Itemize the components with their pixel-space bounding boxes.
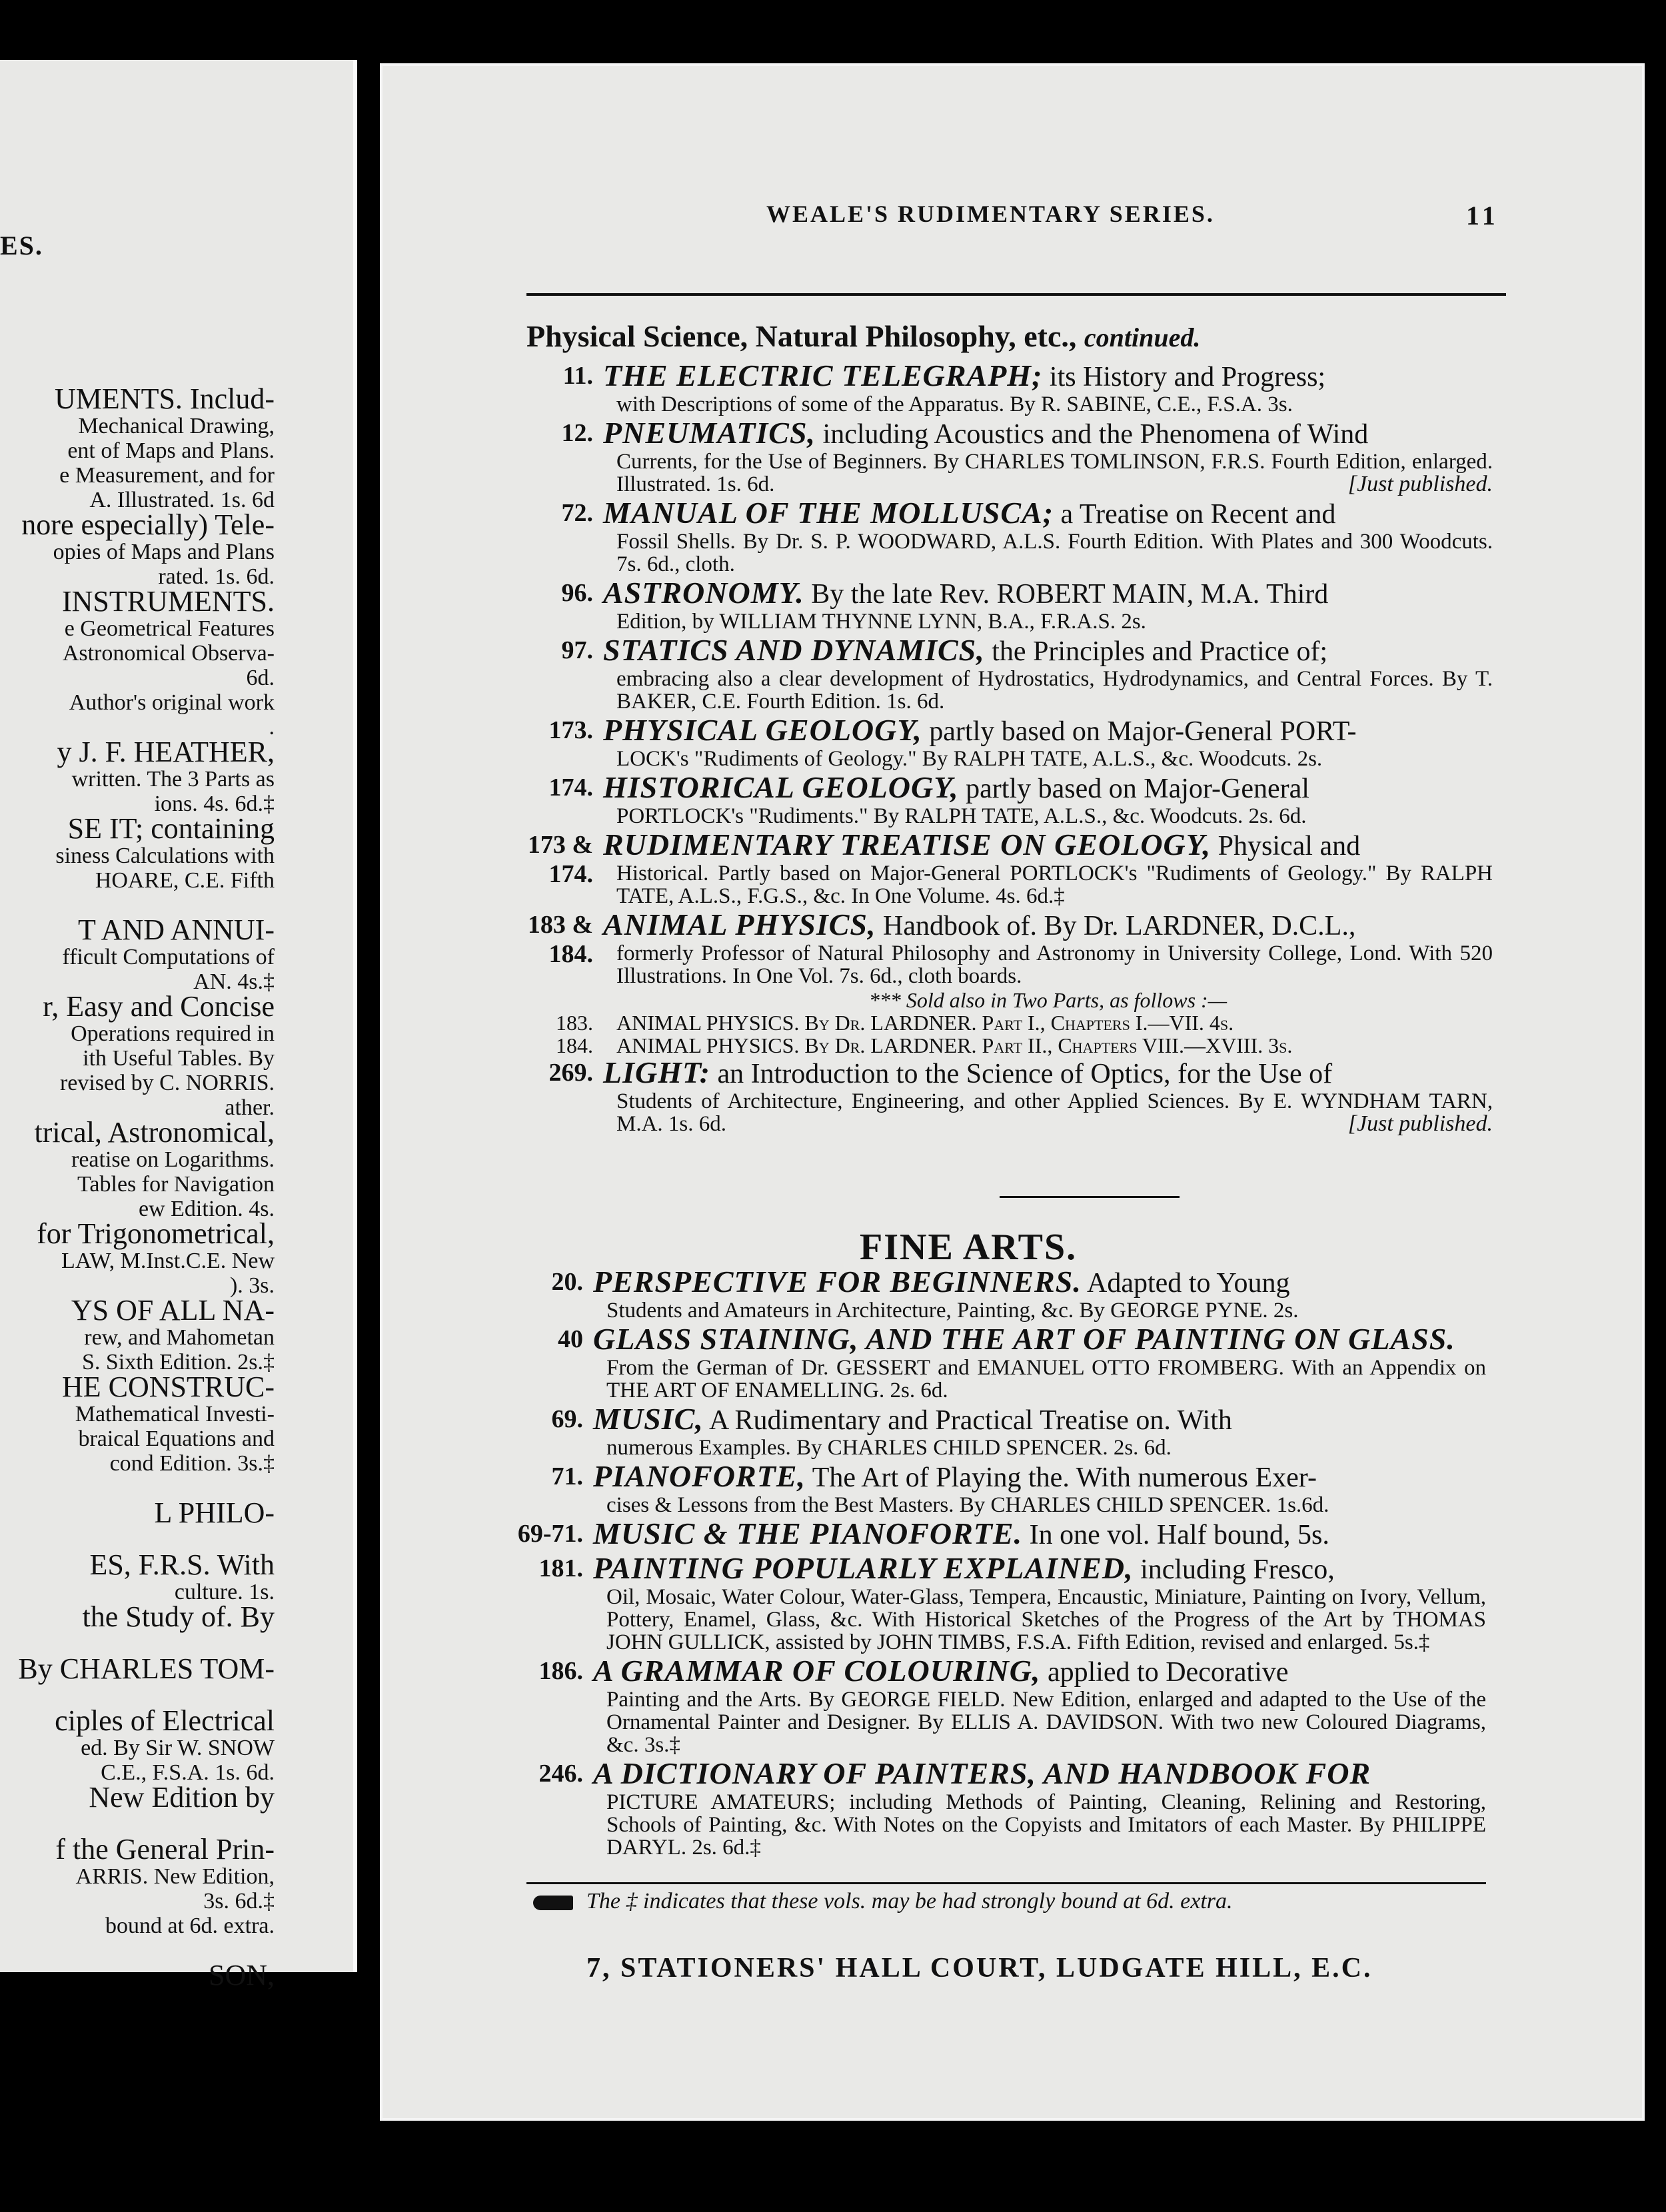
entry-number: 183 & 184. (527, 911, 593, 968)
catalogue-entry (538, 1756, 1486, 1860)
entry-description: Edition, by WILLIAM THYNNE LYNN, B.A., F.R.A.S. 2s. (616, 610, 1146, 634)
entry-number: 72. (561, 499, 593, 527)
catalogue-entry (517, 1516, 1486, 1551)
left-page-line: e Measurement, and for (59, 463, 275, 488)
entry-number: 97. (561, 636, 593, 664)
left-page-line: nore especially) Tele- (21, 508, 275, 541)
entry-title-rest: Handbook of. By Dr. LARDNER, D.C.L., (876, 911, 1356, 941)
entry-description: From the German of Dr. GESSERT and EMANUEL OTTO FROMBERG. With an Appendix on THE ART OF ENAMELLING. 2s. 6d. (606, 1356, 1486, 1402)
entry-number: 12. (561, 419, 593, 447)
left-page-line: ions. 4s. 6d.‡ (154, 792, 275, 816)
catalogue-entry (561, 496, 1493, 576)
left-page-line: fficult Computations of (62, 945, 275, 969)
left-page-line: C.E., F.S.A. 1s. 6d. (101, 1760, 275, 1785)
entry-title: MUSIC & THE PIANOFORTE. (593, 1516, 1023, 1550)
entry-description: with Descriptions of some of the Apparatus. By R. SABINE, C.E., F.S.A. 3s. (616, 392, 1293, 416)
left-page-line: New Edition by (89, 1781, 275, 1814)
entry-title: PAINTING POPULARLY EXPLAINED, (593, 1551, 1134, 1585)
entry-description: PORTLOCK's "Rudiments." By RALPH TATE, A.L.S., &c. Woodcuts. 2s. 6d. (616, 804, 1307, 828)
entry-description: Oil, Mosaic, Water Colour, Water-Glass, Tempera, Encaustic, Miniature, Painting on Ivory, Vellum, Pottery, Enamel, Glass, &c. With Historical Sketches of the Progress of the Art by THOMAS JOHN GULLICK, assisted by JOHN TIMBS, F.S.A. Fifth Edition, revised and enlarged. 5s.‡ (606, 1585, 1486, 1654)
left-page-line: f the General Prin- (55, 1833, 275, 1866)
fine-arts-entries (517, 1265, 1486, 1860)
entry-number: 69. (551, 1405, 583, 1433)
entry-description: Historical. Partly based on Major-General PORTLOCK's "Rudiments of Geology." By RALPH TATE, A.L.S., F.G.S., &c. In One Volume. 4s. 6d.‡ (616, 861, 1493, 908)
left-page-line: written. The 3 Parts as (71, 767, 275, 792)
left-page-line: Author's original work (69, 690, 275, 715)
entry-title: A DICTIONARY OF PAINTERS, AND HANDBOOK FOR (593, 1756, 1371, 1790)
left-page-line: culture. 1s. (174, 1580, 275, 1604)
left-page-line: YS OF ALL NA- (71, 1294, 275, 1327)
entry-title-rest: In one vol. Half bound, 5s. (1022, 1520, 1329, 1550)
entry-number: 186. (538, 1657, 583, 1685)
footer-note-text: The ‡ indicates that these vols. may be had strongly bound at 6d. extra. (586, 1889, 1233, 1914)
left-page-line: r, Easy and Concise (43, 990, 275, 1023)
entry-title-rest: Physical and (1211, 831, 1361, 861)
left-page-line: SON, (208, 1959, 275, 1991)
just-published-tag: [Just published. (1347, 1111, 1493, 1136)
entry-title: PHYSICAL GEOLOGY, (603, 713, 922, 747)
entry-number: 269. (548, 1059, 593, 1087)
left-page-line: Mathematical Investi- (75, 1402, 275, 1426)
left-page-line: By CHARLES TOM- (18, 1652, 275, 1685)
left-page-line: ES, F.R.S. With (89, 1548, 275, 1581)
left-page-line: Operations required in (71, 1021, 275, 1046)
left-page-line: HE CONSTRUC- (61, 1371, 275, 1403)
entry-description: formerly Professor of Natural Philosophy and Astronomy in University College, Lond. With 520 Illustrations. In One Vol. 7s. 6d., cloth boards. (616, 941, 1493, 988)
catalogue-entry (527, 828, 1493, 908)
entry-title-rest: A Rudimentary and Practical Treatise on. With (703, 1405, 1232, 1436)
part-text: ANIMAL PHYSICS. By Dr. LARDNER. Part II., Chapters VIII.—XVIII. 3s. (616, 1033, 1293, 1057)
left-page-line: bound at 6d. extra. (105, 1914, 275, 1938)
entry-number: 174. (548, 774, 593, 802)
left-page-line: siness Calculations with (55, 843, 275, 868)
entry-title-rest: including Fresco, (1133, 1554, 1335, 1585)
entry-title-rest: By the late Rev. ROBERT MAIN, M.A. Third (804, 579, 1329, 610)
header-rule (526, 293, 1506, 296)
entry-description: PICTURE AMATEURS; including Methods of Painting, Cleaning, Relining and Restoring, Schools of Painting, &c. With Notes on the Copyists and Imitators of each Master. By PHILIPPE DARYL. 2s. 6d.‡ (606, 1790, 1486, 1860)
entry-number: 11. (562, 362, 593, 390)
left-page-line: 6d. (246, 666, 275, 690)
part-number: 183. (556, 1011, 593, 1035)
entry-title: MUSIC, (593, 1402, 704, 1436)
catalogue-entry (551, 1459, 1486, 1517)
left-page-line: ciples of Electrical (55, 1704, 275, 1737)
entry-title-rest: a Treatise on Recent and (1054, 499, 1336, 530)
running-head: WEALE'S RUDIMENTARY SERIES. (766, 201, 1215, 227)
entry-number: 96. (561, 579, 593, 607)
left-page-line: revised by C. NORRIS. (59, 1071, 275, 1095)
entry-number: 173 & 174. (527, 831, 593, 888)
left-page-line: trical, Astronomical, (34, 1116, 275, 1149)
section-continued: continued. (1084, 322, 1201, 352)
entry-description: numerous Examples. By CHARLES CHILD SPENCER. 2s. 6d. (606, 1436, 1172, 1460)
entry-title: ASTRONOMY. (603, 576, 804, 610)
catalogue-entry (561, 416, 1493, 496)
entry-title: PIANOFORTE, (593, 1459, 806, 1493)
entry-number: 246. (538, 1760, 583, 1788)
left-page-line: cond Edition. 3s.‡ (109, 1451, 275, 1476)
left-page-line: INSTRUMENTS. (61, 585, 275, 618)
section-title: Physical Science, Natural Philosophy, etc., (526, 319, 1077, 353)
entry-title: LIGHT: (603, 1055, 711, 1089)
animal-physics-part (556, 1033, 1493, 1057)
left-page-line: reatise on Logarithms. (71, 1147, 275, 1172)
entry-title-rest: its History and Progress; (1042, 362, 1326, 392)
left-page-line: UMENTS. Includ- (55, 382, 275, 415)
animal-physics-part (556, 1011, 1493, 1035)
catalogue-entry (562, 358, 1493, 416)
entry-title: MANUAL OF THE MOLLUSCA; (603, 496, 1054, 530)
left-page-line: L PHILO- (154, 1496, 275, 1529)
left-page-line: e Geometrical Features (64, 616, 275, 641)
catalogue-entry (561, 633, 1493, 714)
just-published-tag: [Just published. (1347, 472, 1493, 496)
left-page-line: AN. 4s.‡ (193, 969, 275, 994)
catalogue-entry (527, 907, 1493, 988)
entry-title: STATICS AND DYNAMICS, (603, 633, 985, 667)
entry-number: 69-71. (517, 1520, 583, 1548)
left-page-line: ent of Maps and Plans. (67, 438, 275, 463)
left-page-line: braical Equations and (78, 1426, 275, 1451)
left-page-line: rew, and Mahometan (84, 1325, 275, 1350)
left-page-line: T AND ANNUI- (78, 913, 275, 946)
left-page-line: ith Useful Tables. By (83, 1046, 275, 1071)
catalogue-entry (551, 1265, 1486, 1323)
entry-description: embracing also a clear development of Hydrostatics, Hydrodynamics, and Central Forces. By T. BAKER, C.E. Fourth Edition. 1s. 6d. (616, 667, 1493, 714)
catalogue-entry (548, 1055, 1493, 1136)
section-heading (526, 318, 1200, 354)
left-page-line: LAW, M.Inst.C.E. New (61, 1249, 275, 1273)
catalogue-entry (558, 1322, 1486, 1402)
left-page-line: ARRIS. New Edition, (75, 1864, 275, 1889)
left-page-line: HOARE, C.E. Fifth (95, 868, 275, 893)
entry-title: RUDIMENTARY TREATISE ON GEOLOGY, (603, 828, 1212, 861)
entry-title-rest: applied to Decorative (1040, 1657, 1289, 1688)
left-page-line: Astronomical Observa- (62, 641, 275, 666)
catalogue-entry (548, 713, 1493, 771)
pointing-hand-icon (533, 1896, 573, 1910)
part-number: 184. (556, 1033, 593, 1057)
entry-title: A GRAMMAR OF COLOURING, (593, 1654, 1041, 1688)
entry-title: PNEUMATICS, (603, 416, 816, 450)
entry-title-rest: partly based on Major-General (958, 774, 1309, 804)
catalogue-entry (548, 770, 1493, 828)
science-entries (527, 358, 1493, 1137)
left-page-line: ather. (225, 1095, 275, 1120)
left-page-line: y J. F. HEATHER, (57, 736, 275, 768)
left-page-line: for Trigonometrical, (37, 1217, 275, 1250)
footer-rule (526, 1882, 1486, 1884)
left-page-line: Tables for Navigation (77, 1172, 275, 1197)
entry-title: GLASS STAINING, AND THE ART OF PAINTING ON GLASS. (593, 1322, 1455, 1356)
part-text: ANIMAL PHYSICS. By Dr. LARDNER. Part I., Chapters I.—VII. 4s. (616, 1011, 1234, 1035)
entry-description: Students of Architecture, Engineering, and other Applied Sciences. By E. WYNDHAM TARN, M.A. 1s. 6d. (616, 1089, 1493, 1136)
left-page-line: ed. By Sir W. SNOW (81, 1736, 275, 1760)
entry-number: 173. (548, 716, 593, 744)
entry-description: Currents, for the Use of Beginners. By CHARLES TOMLINSON, F.R.S. Fourth Edition, enlarged. Illustrated. 1s. 6d. (616, 450, 1493, 496)
left-page-line: 3s. 6d.‡ (203, 1889, 275, 1914)
left-page-line: ). 3s. (229, 1273, 275, 1298)
entry-title-rest: Adapted to Young (1081, 1268, 1290, 1299)
entry-number: 181. (538, 1554, 583, 1582)
left-page-line: A. Illustrated. 1s. 6d (89, 488, 275, 512)
entry-description: Fossil Shells. By Dr. S. P. WOODWARD, A.L.S. Fourth Edition. With Plates and 300 Woodcuts. 7s. 6d., cloth. (616, 530, 1493, 576)
entry-title: THE ELECTRIC TELEGRAPH; (603, 358, 1043, 392)
entry-title: PERSPECTIVE FOR BEGINNERS. (593, 1265, 1082, 1299)
section-divider (1000, 1196, 1180, 1198)
entry-title-rest: the Principles and Practice of; (984, 636, 1328, 667)
catalogue-entry (538, 1654, 1486, 1757)
publisher-address: 7, STATIONERS' HALL COURT, LUDGATE HILL, E.C. (586, 1953, 1373, 1983)
left-page-line: Mechanical Drawing, (78, 414, 275, 438)
left-page-header: ES. (0, 231, 43, 261)
left-page-line: SE IT; containing (67, 812, 275, 845)
entry-description: Painting and the Arts. By GEORGE FIELD. New Edition, enlarged and adapted to the Use of the Ornamental Painter and Designer. By ELLIS A. DAVIDSON. With two new Coloured Diagrams, &c. 3s.‡ (606, 1688, 1486, 1757)
entry-title-rest: The Art of Playing the. With numerous Exer- (805, 1462, 1317, 1493)
entry-number: 20. (551, 1268, 583, 1296)
left-page-line: ew Edition. 4s. (139, 1197, 275, 1221)
entry-description: cises & Lessons from the Best Masters. By CHARLES CHILD SPENCER. 1s.6d. (606, 1493, 1329, 1517)
entry-description: LOCK's "Rudiments of Geology." By RALPH TATE, A.L.S., &c. Woodcuts. 2s. (616, 747, 1323, 771)
entry-title-rest: an Introduction to the Science of Optics, for the Use of (710, 1059, 1333, 1089)
left-page-line: . (269, 715, 275, 740)
entry-description: Students and Amateurs in Architecture, Painting, &c. By GEORGE PYNE. 2s. (606, 1299, 1299, 1323)
entry-number: 40 (558, 1325, 583, 1353)
catalogue-entry (561, 576, 1493, 634)
entry-title-rest: including Acoustics and the Phenomena of Wind (816, 419, 1369, 450)
fine-arts-heading: FINE ARTS. (860, 1227, 1078, 1268)
footer-note (533, 1889, 1233, 1914)
entry-title: HISTORICAL GEOLOGY, (603, 770, 959, 804)
page-number: 11 (1466, 201, 1499, 231)
catalogue-entry (551, 1402, 1486, 1460)
entry-number: 71. (551, 1462, 583, 1490)
left-page-line: the Study of. By (82, 1600, 275, 1633)
catalogue-entry (538, 1551, 1486, 1654)
sold-in-parts-note: *** Sold also in Two Parts, as follows :— (868, 988, 1228, 1012)
left-page-line: rated. 1s. 6d. (158, 564, 275, 589)
left-page-line: S. Sixth Edition. 2s.‡ (81, 1350, 275, 1375)
left-page (0, 60, 357, 1991)
entry-title-rest: partly based on Major-General PORT- (922, 716, 1357, 747)
left-page-line: opies of Maps and Plans (53, 540, 275, 564)
entry-title: ANIMAL PHYSICS, (603, 907, 876, 941)
